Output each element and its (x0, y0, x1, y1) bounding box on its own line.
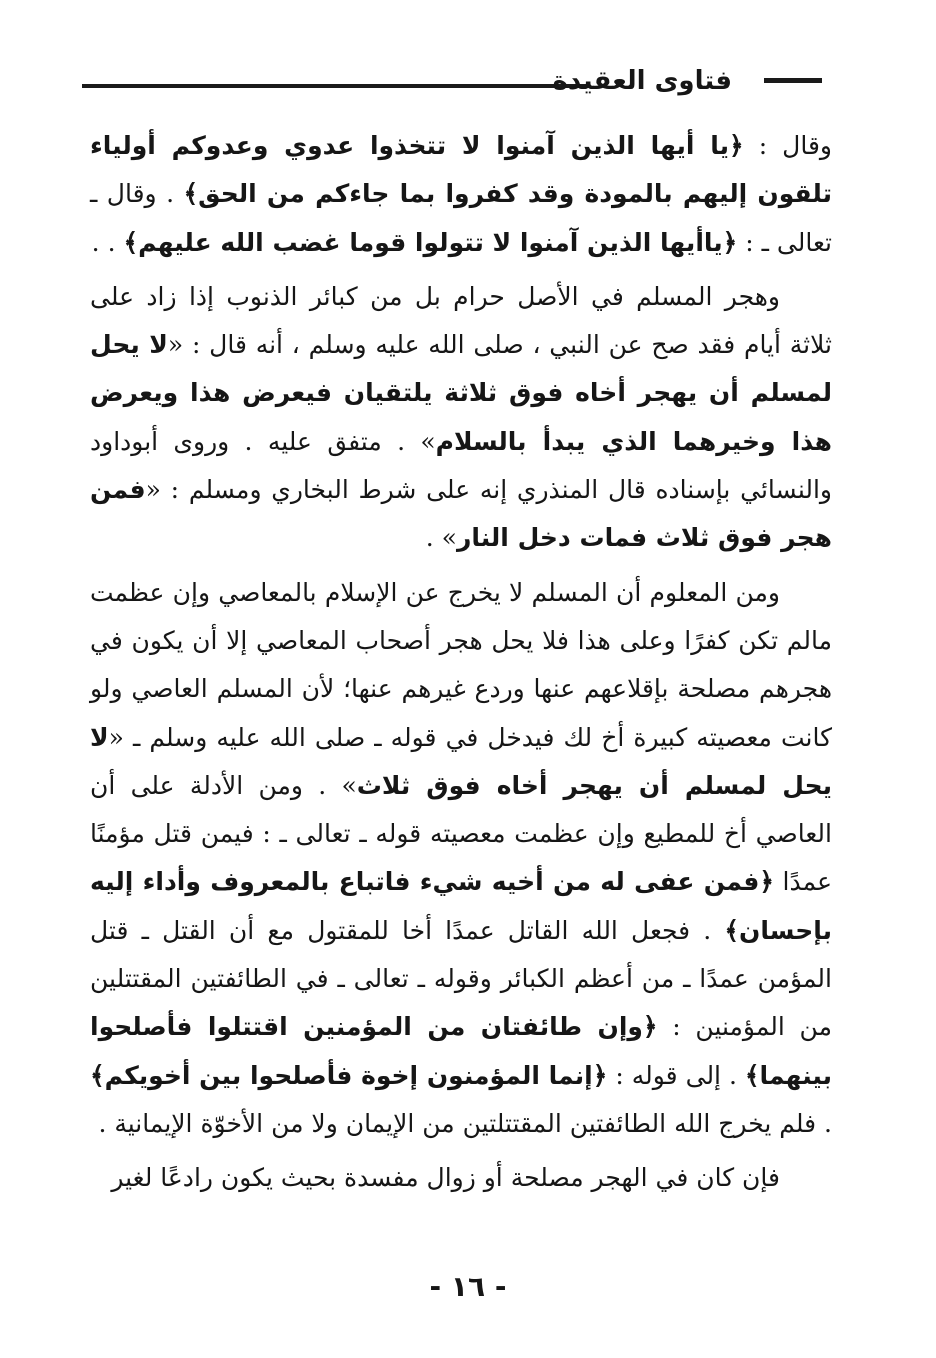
hadith-quote: لا يحل لمسلم أن يهجر أخاه فوق ثلاثة يلتقيان فيعرض هذا ويعرض هذا وخيرهما الذي يبدأ بالسلام (90, 330, 832, 456)
text-run: وقال : (743, 131, 832, 160)
header-rule-short (764, 78, 822, 83)
text-run: . فجعل الله القاتل عمدًا أخا للمقتول مع أن القتل ـ قتل المؤمن عمدًا ـ من أعظم الكبائر وقوله ـ تعالى ـ في الطائفتين المقتتلين من المؤمنين : (90, 915, 832, 1042)
paragraph-4 (90, 1154, 832, 1202)
text-run: . وقال ـ تعالى ـ : (90, 179, 832, 257)
hadith-quote: فمن هجر فوق ثلاث فمات دخل النار (90, 475, 832, 553)
quran-quote: ﴿فمن عفى له من أخيه شيء فاتباع بالمعروف وأداء إليه بإحسان﴾ (90, 867, 832, 945)
text-run: وهجر المسلم في الأصل حرام بل من كبائر الذنوب إذا زاد على ثلاثة أيام فقد صح عن النبي ، صلى الله عليه وسلم ، أنه قال : « (90, 281, 833, 360)
paragraph-3 (90, 569, 832, 1149)
header-rule-long (82, 84, 590, 88)
paragraph-1 (90, 122, 832, 267)
quran-quote: ﴿ياأيها الذين آمنوا لا تتولوا قوما غضب الله عليهم﴾ (123, 227, 738, 257)
paragraph-2 (90, 273, 832, 563)
header-title: فتاوى العقيدة (552, 66, 732, 96)
text-run: . . (91, 227, 124, 257)
text-run: . إلى قوله : (607, 1060, 745, 1090)
hadith-quote: لا يحل لمسلم أن يهجر أخاه فوق ثلاث (90, 722, 832, 800)
text-run: فإن كان في الهجر مصلحة أو زوال مفسدة بحيث يكون رادعًا لغير (111, 1163, 780, 1193)
quran-quote: ﴿يا أيها الذين آمنوا لا تتخذوا عدوي وعدوكم أولياء تلقون إليهم بالمودة وقد كفروا بما جاءكم من الحق﴾ (90, 131, 832, 209)
quran-quote: ﴿إنما المؤمنون إخوة فأصلحوا بين أخويكم﴾ (90, 1060, 608, 1090)
text-run: » . ومن الأدلة على أن العاصي أخ للمطيع وإن عظمت معصيته قوله ـ تعالى ـ : فيمن قتل مؤمنًا عمدًا (90, 770, 832, 897)
text-run: » . (425, 523, 457, 553)
quran-quote: ﴿وإن طائفتان من المؤمنين اقتتلوا فأصلحوا بينهما﴾ (90, 1012, 832, 1090)
page-number: - ١٦ - (429, 1270, 507, 1303)
text-run: . فلم يخرج الله الطائفتين المقتتلتين من الإيمان ولا من الأخوّة الإيمانية . (98, 1108, 832, 1138)
text-run: ومن المعلوم أن المسلم لا يخرج عن الإسلام بالمعاصي وإن عظمت مالم تكن كفرًا وعلى هذا فلا يحل هجر أصحاب المعاصي إلا أن يكون في هجرهم مصلحة بإقلاعهم عنها وردع غيرهم عنها؛ لأن المسلم العاصي ولو كانت معصيته كبيرة أخ لك فيدخل في قوله ـ صلى الله عليه وسلم ـ « (90, 577, 832, 752)
text-run: » . متفق عليه . وروى أبوداود والنسائي بإسناده قال المنذري إنه على شرط البخاري ومسلم : « (90, 426, 832, 505)
running-header (82, 60, 822, 100)
page-body (90, 122, 832, 1209)
